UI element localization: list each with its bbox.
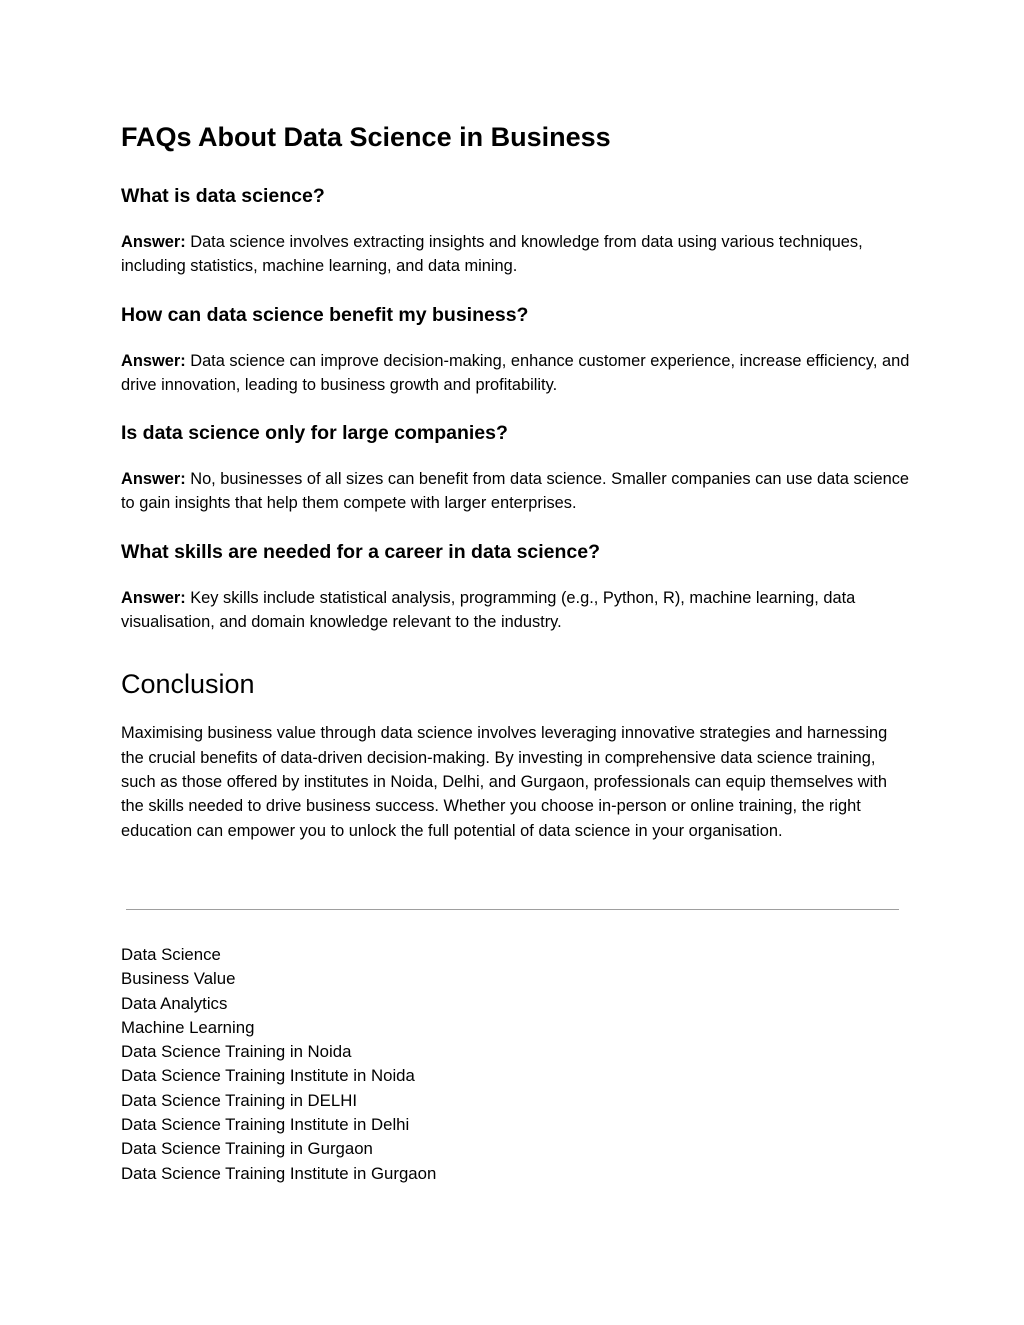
horizontal-divider (126, 909, 899, 910)
faq-item (121, 302, 911, 398)
conclusion-heading: Conclusion (121, 669, 255, 700)
tag-item: Data Science Training Institute in Gurgaon (121, 1163, 437, 1183)
faq-item (121, 420, 911, 516)
document-content (121, 118, 911, 843)
tag-item: Data Science Training in DELHI (121, 1090, 357, 1110)
tag-item: Data Science Training in Noida (121, 1042, 352, 1062)
faq-question: What is data science? (121, 185, 325, 207)
faq-answer (121, 586, 911, 635)
faq-item (121, 539, 911, 635)
answer-text: Data science involves extracting insights and knowledge from data using various techniques, including statistics, machine learning, and data mining. (121, 233, 863, 276)
answer-label: Answer: (121, 470, 186, 489)
answer-label: Answer: (121, 233, 186, 251)
answer-text: No, businesses of all sizes can benefit from data science. Smaller companies can use data science to gain insights that help them compete with larger enterprises. (121, 470, 910, 513)
tag-item: Data Science Training Institute in Noida (121, 1066, 415, 1086)
faq-question: Is data science only for large companies? (121, 422, 508, 445)
faq-item (121, 183, 911, 279)
conclusion-paragraph: Maximising business value through data science involves leveraging innovative strategies and harnessing the crucial benefits of data-driven decision-making. By investing in comprehensive data science training, such as those offered by institutes in Noida, Delhi, and Gurgaon, professionals can equip themselves with the skills needed to drive business success. Whether you choose in-person or online training, the right education can empower you to unlock the full potential of data science in your organisation. (121, 724, 888, 840)
faq-question: How can data science benefit my business? (121, 303, 529, 326)
page-title: FAQs About Data Science in Business (121, 122, 611, 152)
answer-text: Key skills include statistical analysis, programming (e.g., Python, R), machine learning, data visualisation, and domain knowledge relevant to the industry. (121, 588, 856, 632)
faq-question: What skills are needed for a career in data science? (121, 540, 601, 563)
tag-item: Data Science Training Institute in Delhi (121, 1115, 410, 1135)
tag-item: Data Science Training in Gurgaon (121, 1139, 373, 1159)
tag-item: Business Value (121, 969, 236, 989)
faq-answer (121, 230, 911, 279)
answer-label: Answer: (121, 351, 186, 370)
tag-item: Machine Learning (121, 1017, 255, 1037)
tag-item: Data Analytics (121, 993, 228, 1013)
tag-item: Data Science (121, 945, 221, 964)
tag-list (121, 943, 436, 1186)
answer-label: Answer: (121, 588, 186, 607)
faq-answer (121, 349, 911, 398)
answer-text: Data science can improve decision-making, enhance customer experience, increase efficiency, and drive innovation, leading to business growth and profitability. (121, 351, 910, 394)
faq-answer (121, 467, 911, 516)
